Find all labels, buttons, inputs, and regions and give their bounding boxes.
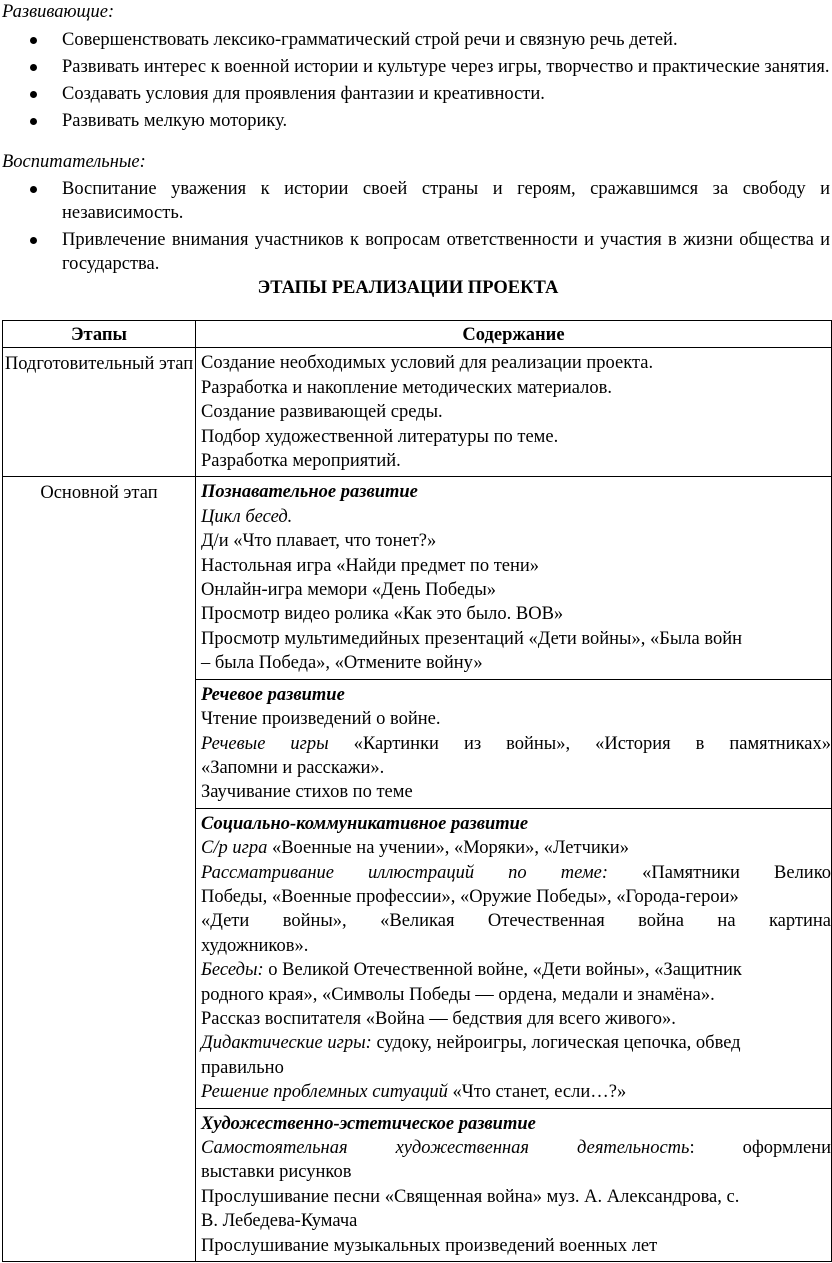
list-item: Развивать мелкую моторику.	[0, 109, 830, 133]
column-header-content: Содержание	[196, 321, 832, 348]
stage-cell-prep: Подготовительный этап	[3, 348, 196, 477]
table-row	[3, 477, 832, 679]
content-line: Просмотр мультимедийных презентаций «Дети войны», «Была войн	[201, 628, 743, 649]
content-line: Самостоятельная художественная деятельность: оформлени	[201, 1137, 831, 1158]
stages-table	[2, 320, 832, 1262]
section-title: Социально-коммуникативное развитие	[201, 813, 529, 834]
content-cell-cognitive	[196, 477, 832, 679]
content-line: – была Победа», «Отмените войну»	[201, 653, 483, 674]
content-line: Рассматривание иллюстраций по теме: «Памятники Велико	[201, 862, 832, 883]
content-line: Создание развивающей среды.	[201, 402, 443, 423]
bullet-icon	[30, 118, 37, 125]
content-line: Просмотр видео ролика «Как это было. ВОВ»	[201, 604, 564, 625]
stages-title: ЭТАПЫ РЕАЛИЗАЦИИ ПРОЕКТА	[257, 278, 559, 298]
bullet-icon	[30, 64, 37, 71]
content-line: Речевые игры «Картинки из войны», «История в памятниках»	[201, 733, 831, 754]
content-line: Прослушивание музыкальных произведений военных лет	[201, 1235, 658, 1256]
section-title: Речевое развитие	[201, 684, 345, 705]
list-item: Совершенствовать лексико-грамматический строй речи и связную речь детей.	[0, 28, 830, 52]
content-line: родного края», «Символы Победы — ордена, медали и знамёна».	[201, 984, 715, 1005]
educational-heading: Воспитательные:	[2, 152, 146, 172]
bullet-icon	[30, 91, 37, 98]
table-header-row	[3, 321, 832, 348]
content-line: Настольная игра «Найди предмет по тени»	[201, 555, 540, 576]
content-line: «Дети войны», «Великая Отечественная война на картина	[201, 911, 831, 932]
table-row	[3, 348, 832, 477]
bullet-icon	[30, 237, 37, 244]
content-line: Прослушивание песни «Священная война» муз. А. Александрова, с.	[201, 1186, 740, 1207]
bullet-icon	[30, 37, 37, 44]
content-line: Рассказ воспитателя «Война — бедствия для всего живого».	[201, 1008, 676, 1029]
content-line: художников».	[201, 935, 309, 956]
bullet-icon	[30, 186, 37, 193]
column-header-stages: Этапы	[3, 321, 196, 348]
content-line: Победы, «Военные профессии», «Оружие Победы», «Города-герои»	[201, 886, 739, 907]
content-cell-prep	[196, 348, 832, 477]
content-line: Подбор художественной литературы по теме.	[201, 426, 559, 447]
content-line: Цикл бесед.	[201, 506, 293, 527]
content-line: Разработка и накопление методических материалов.	[201, 377, 612, 398]
content-line: выставки рисунков	[201, 1162, 352, 1183]
content-cell-art	[196, 1108, 832, 1261]
content-cell-speech	[196, 679, 832, 808]
list-item: Развивать интерес к военной истории и культуре через игры, творчество и практические занятия.	[0, 55, 830, 79]
content-line: Решение проблемных ситуаций «Что станет, если…?»	[201, 1082, 627, 1103]
list-item: Привлечение внимания участников к вопросам ответственности и участия в жизни общества и государства.	[0, 228, 830, 276]
content-line: Беседы: о Великой Отечественной войне, «Дети войны», «Защитник	[201, 960, 742, 981]
content-line: «Запомни и расскажи».	[201, 757, 385, 778]
content-line: правильно	[201, 1057, 284, 1078]
content-line: Чтение произведений о войне.	[201, 709, 441, 730]
list-item: Воспитание уважения к истории своей страны и героям, сражавшимся за свободу и независимость.	[0, 177, 830, 225]
content-line: С/р игра «Военные на учении», «Моряки», «Летчики»	[201, 838, 629, 859]
content-line: Онлайн-игра мемори «День Победы»	[201, 580, 496, 601]
developing-heading: Развивающие:	[2, 2, 115, 22]
content-line: Создание необходимых условий для реализации проекта.	[201, 353, 654, 374]
content-line: Дидактические игры: судоку, нейроигры, логическая цепочка, обвед	[201, 1033, 741, 1054]
developing-list	[0, 28, 830, 133]
section-title: Художественно-эстетическое развитие	[201, 1113, 536, 1134]
content-line: Заучивание стихов по теме	[201, 782, 413, 803]
section-title: Познавательное развитие	[201, 482, 418, 503]
content-line: Разработка мероприятий.	[201, 451, 401, 472]
educational-list	[0, 177, 830, 276]
content-line: Д/и «Что плавает, что тонет?»	[201, 531, 437, 552]
stage-cell-main: Основной этап	[3, 477, 196, 1262]
content-line: В. Лебедева-Кумача	[201, 1211, 358, 1232]
list-item: Создавать условия для проявления фантазии и креативности.	[0, 82, 830, 106]
content-cell-social	[196, 808, 832, 1108]
